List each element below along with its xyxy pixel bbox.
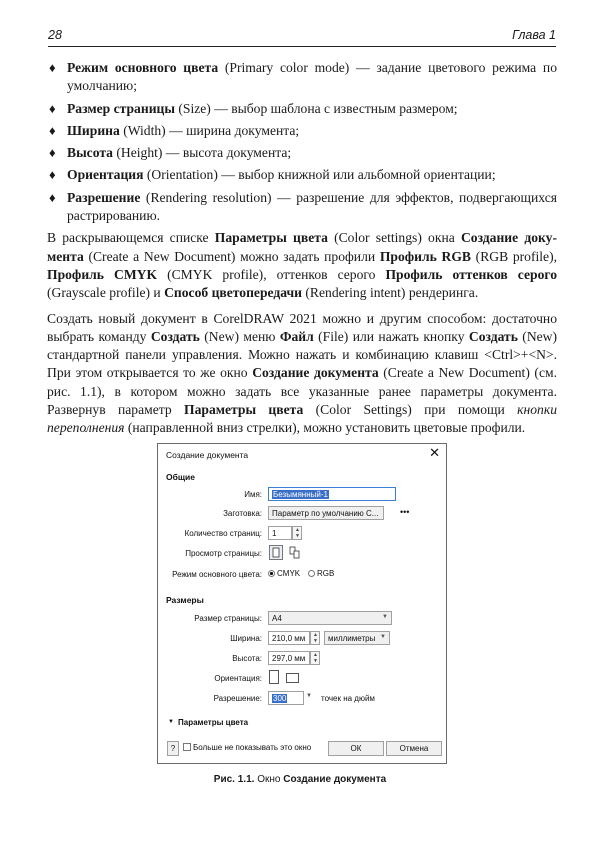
bold-term: Профиль CMYK [47,266,158,282]
bullet-text: (Orientation) — выбор книжной или альбомной ориентации; [143,167,496,183]
text-run: (Color settings) окна [327,230,461,246]
cancel-button[interactable]: Отмена [386,741,442,756]
name-value: Безымянный-1 [273,490,328,499]
dialog-title: Создание документа [166,450,249,460]
caption-text: Окно [254,774,284,785]
multi-page-view-icon[interactable] [288,545,302,560]
bold-term: Профиль оттенков серого [385,266,558,282]
page-size-label: Размер страницы: [194,614,262,623]
bold-term: Создание документа [252,365,379,381]
diamond-bullet-icon: ♦ [49,189,56,205]
preset-label: Заготовка: [223,509,262,518]
radio-empty-icon [308,570,315,577]
diamond-bullet-icon: ♦ [49,60,56,75]
units-value: миллиметры [328,634,376,643]
pages-value: 1 [272,529,277,538]
height-label: Высота: [232,654,262,663]
page-size-select[interactable] [268,611,392,625]
bold-term: Создание документа [47,230,557,264]
text-run: (направленной вниз стрелки), можно установить цветовые профили. [124,420,526,436]
figure-caption [0,774,600,785]
bullet-term: Размер страницы [67,100,175,116]
pages-input[interactable] [268,526,292,540]
close-icon[interactable]: ✕ [429,445,440,460]
bullet-item [47,122,557,140]
diamond-bullet-icon: ♦ [49,145,56,161]
chapter-title: Глава 1 [512,28,556,42]
portrait-orientation-icon[interactable] [269,670,279,684]
resolution-input[interactable] [268,691,304,705]
text-run: (Create a New Document) (см. рис. 1.1), в котором можно задать все указанные ранее параметры документа. Развернув параметр [47,365,557,418]
paragraph-color-settings [47,229,557,302]
bold-term: Параметры цвета [214,230,328,246]
bullet-term: Разрешение [67,189,141,205]
page-size-value: A4 [272,614,282,623]
bullet-term: Ориентация [67,167,144,183]
chevron-up-icon: ▲ [295,527,300,533]
pages-stepper[interactable] [292,526,302,540]
dont-show-checkbox[interactable] [183,743,311,752]
bullet-term: Высота [67,145,113,161]
ok-button[interactable]: ОК [328,741,384,756]
chevron-down-icon: ▼ [313,658,318,664]
height-stepper[interactable] [310,651,320,665]
resolution-value: 300 [273,694,287,703]
width-value: 210,0 мм [272,634,306,643]
bullet-term: Ширина [67,122,120,138]
cmyk-label: CMYK [277,569,301,578]
text-run: Создать новый документ в CorelDRAW 2021 можно и другим способом: достаточно выбрать команду [47,310,557,344]
bullet-text: (Primary color mode) — задание цветового режима по умолчанию; [67,60,558,94]
bullet-item [47,100,557,118]
text-run: (Grayscale profile) и [47,285,165,301]
italic-term: кнопки переполнения [47,402,557,436]
units-select[interactable] [324,631,390,645]
diamond-bullet-icon: ♦ [49,167,56,183]
dont-show-label: Больше не показывать это окно [193,743,312,752]
bullet-text: (Size) — выбор шаблона с известным размером; [174,100,458,116]
bullet-text: (Rendering resolution) — разрешение для эффектов, подвергающихся растрированию. [67,189,557,224]
preset-select[interactable] [268,506,384,520]
caption-number: Рис. 1.1. [213,774,255,785]
width-input[interactable] [268,631,310,645]
paragraph-new-document [47,310,557,438]
general-section-title: Общие [166,472,195,482]
rgb-label: RGB [317,569,335,578]
checkbox-icon [183,743,191,751]
height-value: 297,0 мм [272,654,306,663]
text-run: (Create a New Document) можно задать профили [83,248,380,264]
chevron-down-icon: ▼ [382,614,388,620]
height-input[interactable] [268,651,310,665]
landscape-orientation-icon[interactable] [286,673,299,683]
running-header [48,28,556,47]
chevron-down-icon: ▼ [295,533,300,539]
color-mode-cmyk-radio[interactable] [268,569,300,578]
preset-value: Параметр по умолчанию С... [272,509,379,518]
sizes-section-title: Размеры [166,595,204,605]
text-run: (New) стандартной панели управления. Можно нажать и комбинацию клавиш <Ctrl>+<N>. При этом открывается то же окно [47,328,558,381]
diamond-bullet-icon: ♦ [49,122,56,138]
name-input[interactable] [268,487,396,501]
name-label: Имя: [244,490,262,499]
text-run: (Rendering intent) рендеринга. [302,285,479,301]
bullet-item [47,189,557,226]
width-stepper[interactable] [310,631,320,645]
single-page-view-icon[interactable] [269,545,283,560]
width-label: Ширина: [230,634,262,643]
bold-term: Создать [468,328,518,344]
diamond-bullet-icon: ♦ [49,100,56,116]
text-run: (Color Settings) при помощи [303,402,518,418]
bold-term: Параметры цвета [184,402,304,418]
orientation-label: Ориентация: [214,674,262,683]
bold-term: Способ цветопередачи [164,285,302,301]
bullet-term: Режим основного цвета [67,60,219,75]
help-button[interactable]: ? [167,741,179,756]
more-options-icon[interactable]: ••• [400,507,410,517]
color-mode-rgb-radio[interactable] [308,569,334,578]
expand-arrow-icon[interactable]: ▼ [168,719,174,725]
text-run: (CMYK profile), оттенков серого [157,266,386,282]
bullet-item [47,59,557,96]
text-run: (RGB profile), [470,248,558,264]
chevron-down-icon: ▼ [380,634,386,640]
color-mode-label: Режим основного цвета: [172,570,262,579]
bold-term: Профиль RGB [379,248,471,264]
radio-checked-icon [268,570,275,577]
text-run: (File) или нажать кнопку [313,328,469,344]
page-view-label: Просмотр страницы: [185,549,262,558]
page-number: 28 [48,28,62,42]
chevron-down-icon: ▼ [313,638,318,644]
chevron-down-icon[interactable]: ▼ [306,693,312,699]
bold-term: Создать [150,328,200,344]
text-run: В раскрывающемся списке [47,230,215,246]
chevron-up-icon: ▲ [313,652,318,658]
resolution-units: точек на дюйм [321,694,375,703]
text-run: (New) меню [199,328,280,344]
pages-label: Количество страниц: [184,529,262,538]
bold-term: Файл [279,328,314,344]
bullet-text: (Height) — высота документа; [112,145,292,161]
caption-title: Создание документа [283,774,387,785]
bullet-text: (Width) — ширина документа; [119,122,300,138]
bullet-item [47,144,557,162]
create-document-dialog [157,443,447,764]
bullet-item [47,166,557,184]
color-settings-toggle[interactable]: Параметры цвета [178,718,249,727]
resolution-label: Разрешение: [213,694,262,703]
chevron-up-icon: ▲ [313,632,318,638]
page-body [47,59,557,438]
